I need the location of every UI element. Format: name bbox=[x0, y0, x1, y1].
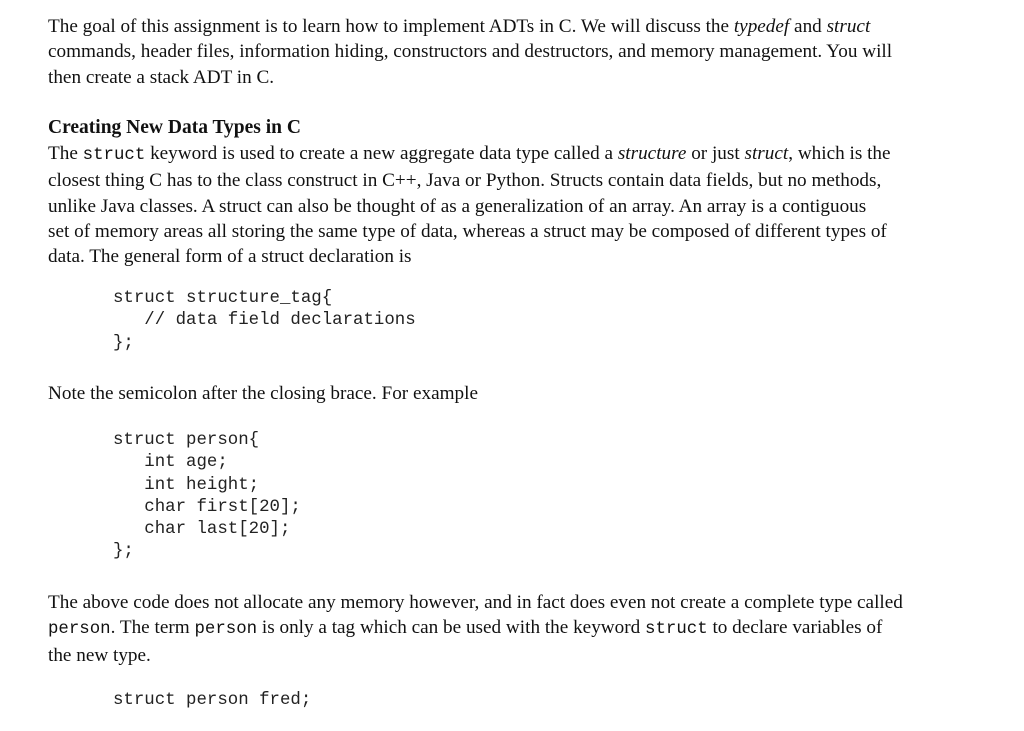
text-run: , which is the bbox=[788, 143, 891, 164]
code-line: struct person{ bbox=[113, 431, 260, 450]
intro-line-3: then create a stack ADT in C. bbox=[48, 66, 275, 88]
code-line: char first[20]; bbox=[113, 497, 301, 517]
text-run: . The term bbox=[110, 617, 195, 639]
code-line: }; bbox=[113, 333, 134, 353]
struct-term: struct bbox=[826, 16, 871, 37]
code-line: // data field declarations bbox=[113, 311, 416, 331]
struct-description-paragraph bbox=[48, 141, 998, 269]
memory-line-1: The above code does not allocate any memory however, and in fact does even not create a complete type called bbox=[48, 592, 903, 613]
code-line: char last[20]; bbox=[113, 520, 291, 540]
text-run: to declare variables of bbox=[707, 617, 883, 639]
code-line: int age; bbox=[113, 453, 228, 473]
struct-keyword: struct bbox=[82, 146, 146, 165]
intro-line-2: commands, header files, information hiding, constructors and destructors, and memory management. You will bbox=[48, 41, 893, 63]
text-run: is only a tag which can be used with the keyword bbox=[257, 617, 646, 639]
code-line: int height; bbox=[113, 475, 260, 495]
structure-term: structure bbox=[617, 143, 687, 164]
struct-term: struct bbox=[744, 143, 789, 164]
struct-desc-line-1 bbox=[48, 141, 998, 168]
text-run: keyword is used to create a new aggregate data type called a bbox=[145, 143, 618, 164]
person-keyword: person bbox=[194, 620, 258, 640]
struct-desc-line-4: set of memory areas all storing the same type of data, whereas a struct may be composed of different types of bbox=[48, 220, 887, 242]
text-run: The bbox=[48, 143, 83, 164]
memory-paragraph bbox=[48, 590, 998, 668]
struct-desc-line-3: unlike Java classes. A struct can also be thought of as a generalization of an array. An array is a contiguous bbox=[48, 195, 867, 217]
person-keyword: person bbox=[48, 620, 111, 640]
code-block-general-form bbox=[113, 288, 416, 355]
code-block-variable-declaration bbox=[113, 690, 311, 712]
code-block-person-example bbox=[113, 430, 301, 564]
typedef-term: typedef bbox=[733, 16, 790, 37]
memory-line-3: the new type. bbox=[48, 644, 151, 666]
note-line: Note the semicolon after the closing brace. For example bbox=[48, 383, 478, 404]
code-line: struct person fred; bbox=[113, 691, 312, 710]
struct-desc-line-2: closest thing C has to the class construct in C++, Java or Python. Structs contain data fields, but no methods, bbox=[48, 170, 882, 192]
intro-paragraph bbox=[48, 14, 998, 90]
code-line: }; bbox=[113, 542, 134, 562]
struct-keyword: struct bbox=[645, 620, 708, 640]
intro-line-1 bbox=[48, 14, 998, 39]
code-line: struct structure_tag{ bbox=[113, 289, 333, 308]
text-run: or just bbox=[686, 143, 745, 164]
memory-line-2 bbox=[48, 615, 998, 642]
intro-text: and bbox=[789, 16, 827, 37]
section-heading: Creating New Data Types in C bbox=[48, 117, 301, 138]
note-paragraph bbox=[48, 381, 998, 406]
struct-desc-line-5: data. The general form of a struct declaration is bbox=[48, 246, 412, 268]
intro-text: The goal of this assignment is to learn how to implement ADTs in C. We will discuss the bbox=[48, 16, 734, 37]
